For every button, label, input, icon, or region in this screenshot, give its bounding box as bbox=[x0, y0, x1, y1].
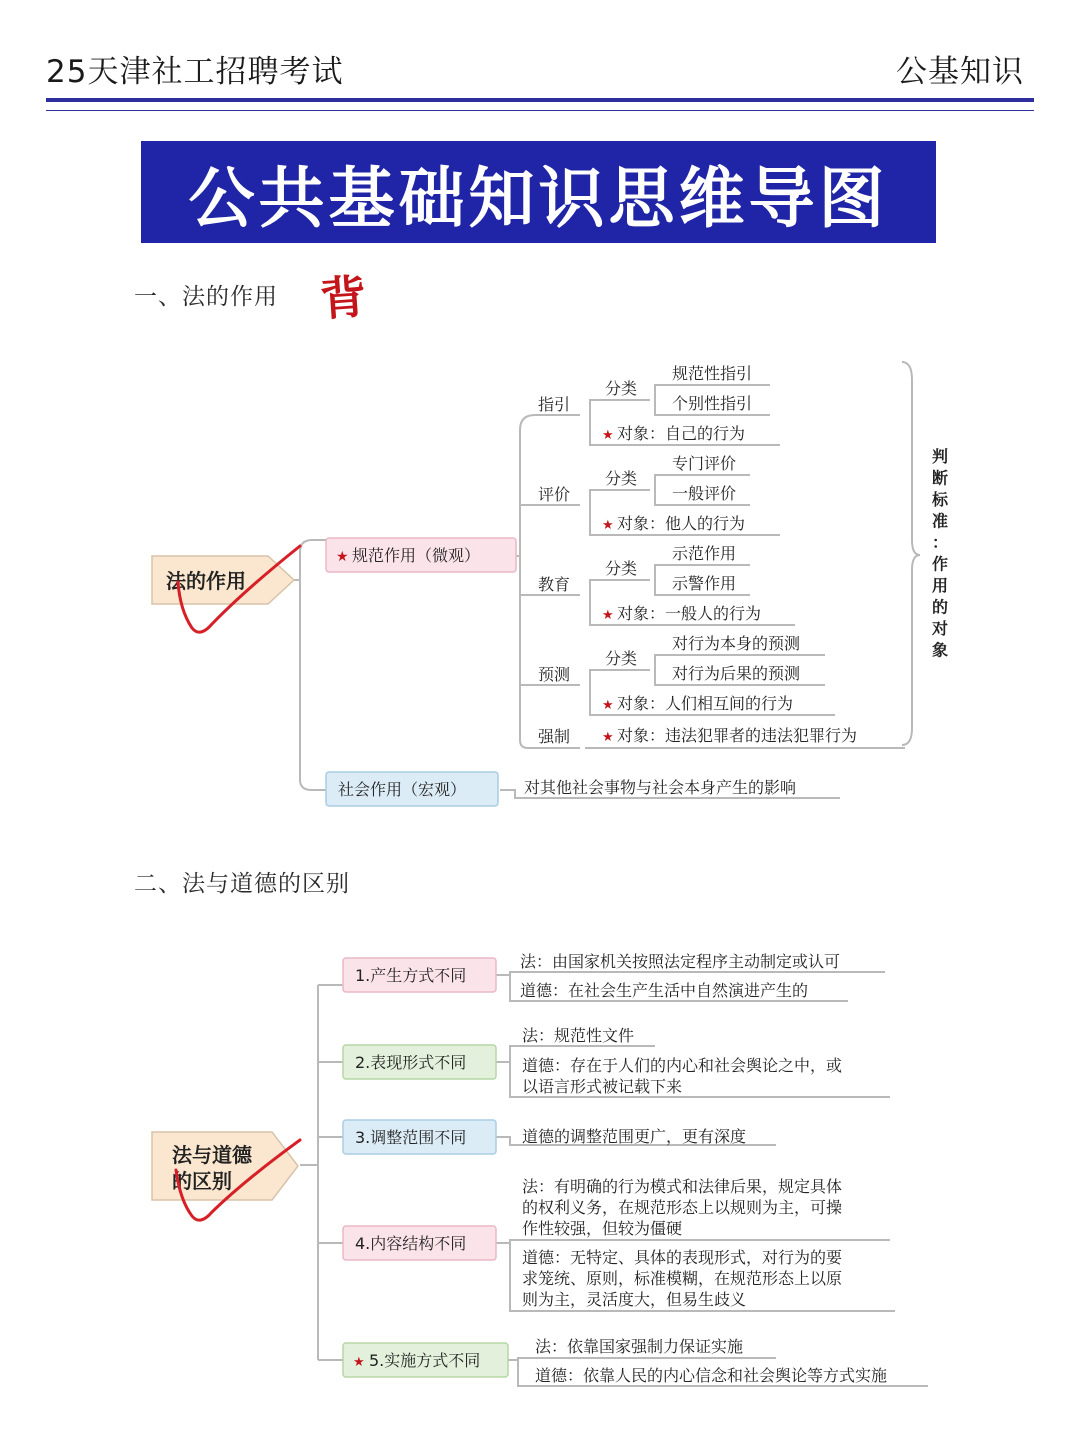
detail-line: 作性较强，但较为僵硬 bbox=[522, 1219, 683, 1238]
detail-line: 求笼统、原则，标准模糊，在规范形态上以原 bbox=[522, 1269, 843, 1288]
detail-line: 道德：存在于人们的内心和社会舆论之中，或 bbox=[522, 1056, 843, 1075]
category-label: 分类 bbox=[605, 469, 638, 488]
function-name: 预测 bbox=[538, 665, 571, 684]
function-name: 指引 bbox=[538, 395, 571, 414]
function-nodes bbox=[538, 364, 857, 746]
type-label: 个别性指引 bbox=[672, 394, 753, 413]
detail-line: 道德的调整范围更广，更有深度 bbox=[522, 1127, 747, 1146]
detail-line: 道德：依靠人民的内心信念和社会舆论等方式实施 bbox=[535, 1366, 888, 1385]
function-name: 评价 bbox=[538, 485, 571, 504]
object-label: 对象：违法犯罪者的违法犯罪行为 bbox=[617, 726, 858, 745]
difference-label-1: 1.产生方式不同 bbox=[355, 966, 467, 985]
difference-label-2: 2.表现形式不同 bbox=[355, 1053, 467, 1072]
difference-details bbox=[520, 952, 887, 1385]
object-label: 对象：一般人的行为 bbox=[617, 604, 762, 623]
root-label-line2: 的区别 bbox=[172, 1169, 232, 1193]
category-label: 分类 bbox=[605, 649, 638, 668]
page-title-banner: 公共基础知识思维导图 bbox=[141, 141, 936, 243]
macro-description: 对其他社会事物与社会本身产生的影响 bbox=[524, 778, 797, 797]
star-icon: ★ bbox=[336, 549, 349, 565]
type-label: 对行为本身的预测 bbox=[672, 634, 801, 653]
detail-line: 法：由国家机关按照法定程序主动制定或认可 bbox=[520, 952, 841, 971]
side-note-char: 判 bbox=[932, 447, 949, 466]
side-note-criteria bbox=[931, 447, 949, 660]
side-note-char: ： bbox=[932, 533, 949, 552]
star-icon: ★ bbox=[602, 730, 614, 745]
star-icon: ★ bbox=[602, 608, 614, 623]
section2-title: 二、法与道德的区别 bbox=[134, 871, 350, 897]
side-note-char: 用 bbox=[932, 576, 949, 595]
side-note-char: 标 bbox=[932, 490, 949, 509]
detail-line: 的权利义务，在规范形态上以规则为主，可操 bbox=[522, 1198, 843, 1217]
memorize-stamp: 背 bbox=[318, 269, 369, 327]
type-label: 示范作用 bbox=[672, 544, 737, 563]
type-label: 专门评价 bbox=[672, 454, 737, 473]
difference-label-3: 3.调整范围不同 bbox=[355, 1128, 467, 1147]
side-note-char: 作 bbox=[932, 554, 949, 574]
function-name: 强制 bbox=[538, 727, 571, 746]
detail-line: 道德：无特定、具体的表现形式，对行为的要 bbox=[522, 1248, 843, 1267]
detail-line: 道德：在社会生产生活中自然演进产生的 bbox=[520, 981, 809, 1000]
header-title: 25天津社工招聘考试 bbox=[46, 54, 344, 90]
detail-line: 法：有明确的行为模式和法律后果，规定具体 bbox=[522, 1177, 843, 1196]
star-icon: ★ bbox=[353, 1355, 365, 1370]
category-label: 分类 bbox=[605, 559, 638, 578]
detail-line: 则为主，灵活度大，但易生歧义 bbox=[522, 1290, 747, 1309]
category-label: 分类 bbox=[605, 379, 638, 398]
object-label: 对象：自己的行为 bbox=[617, 424, 746, 443]
star-icon: ★ bbox=[602, 698, 614, 713]
section1-title: 一、法的作用 bbox=[134, 284, 278, 310]
detail-line: 法：依靠国家强制力保证实施 bbox=[535, 1337, 744, 1356]
object-label: 对象：人们相互间的行为 bbox=[617, 694, 794, 713]
difference-label-4: 4.内容结构不同 bbox=[355, 1234, 467, 1253]
detail-line: 法：规范性文件 bbox=[522, 1026, 635, 1045]
branch-macro-label: 社会作用（宏观） bbox=[338, 780, 467, 799]
star-icon: ★ bbox=[602, 428, 614, 443]
header-category: 公基知识 bbox=[896, 54, 1024, 90]
star-icon: ★ bbox=[602, 518, 614, 533]
side-note-char: 断 bbox=[932, 468, 949, 488]
type-label: 对行为后果的预测 bbox=[672, 664, 801, 683]
side-note-char: 象 bbox=[932, 640, 949, 660]
root-label-line1: 法与道德 bbox=[172, 1143, 252, 1167]
difference-label-5: 5.实施方式不同 bbox=[369, 1351, 481, 1370]
side-note-char: 的 bbox=[932, 597, 949, 617]
type-label: 示警作用 bbox=[672, 574, 737, 593]
type-label: 一般评价 bbox=[672, 484, 737, 503]
object-label: 对象：他人的行为 bbox=[617, 514, 746, 533]
detail-line: 以语言形式被记载下来 bbox=[522, 1077, 683, 1096]
type-label: 规范性指引 bbox=[672, 364, 753, 383]
branch-micro-label: 规范作用（微观） bbox=[352, 546, 481, 565]
side-note-char: 准 bbox=[932, 511, 949, 531]
function-name: 教育 bbox=[538, 575, 571, 594]
side-note-char: 对 bbox=[932, 619, 949, 638]
root-label-law-function: 法的作用 bbox=[166, 569, 246, 593]
